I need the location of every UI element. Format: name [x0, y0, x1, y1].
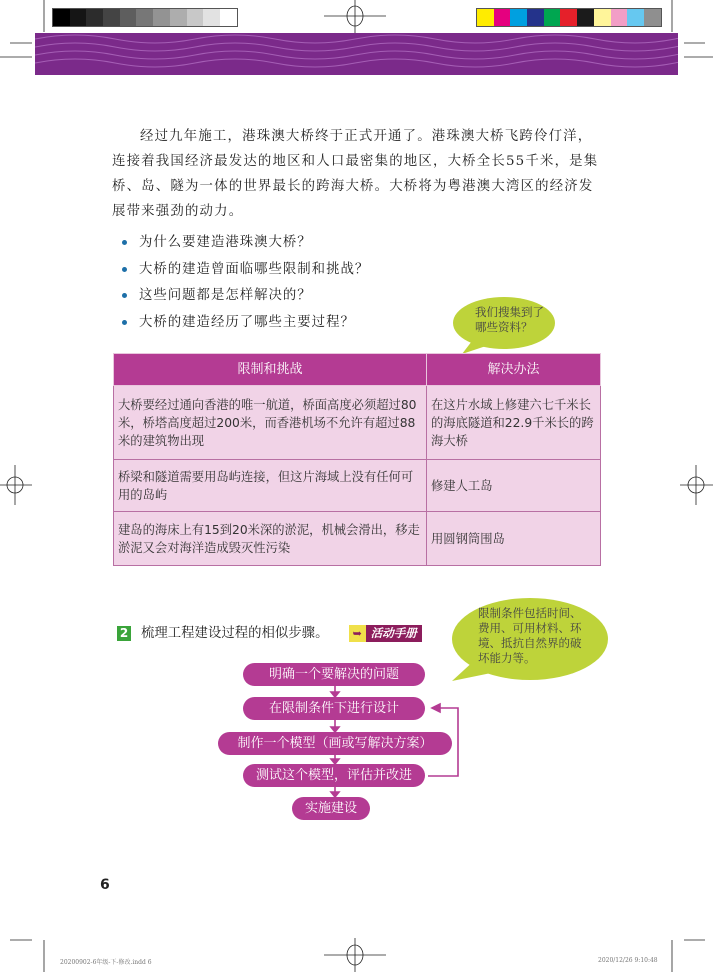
challenge-cell: 大桥要经过通向香港的唯一航道，桥面高度必须超过80米，桥塔高度超过200米，而香港机场不允许有超过88米的建筑物出现 [114, 386, 427, 460]
handbook-label: 活动手册 [366, 625, 422, 642]
speech-bubble-2: 限制条件包括时间、费用、可用材料、环境、抵抗自然界的破坏能力等。 [478, 606, 582, 665]
intro-text: 经过九年施工，港珠澳大桥终于正式开通了。港珠澳大桥飞跨伶仃洋，连接着我国经济最发达的地区和人口最密集的地区，大桥全长55千米，是集桥、岛、隧为一体的世界最长的跨海大桥。大桥将为粤港澳大湾区的经济发展带来强劲的动力。 [112, 129, 599, 219]
section-title: 梳理工程建设过程的相似步骤。 [141, 626, 329, 641]
challenge-cell: 桥梁和隧道需要用岛屿连接，但这片海域上没有任何可用的岛屿 [114, 460, 427, 512]
question-text: 大桥的建造曾面临哪些限制和挑战？ [139, 261, 370, 277]
step-1: 明确一个要解决的问题 [243, 663, 425, 686]
question-text: 大桥的建造经历了哪些主要过程？ [139, 315, 355, 331]
question-text: 这些问题都是怎样解决的？ [139, 288, 312, 304]
section-number-badge: 2 [117, 626, 131, 641]
footer-filename: 20200902-6年级-下-修改.indd 6 [60, 959, 152, 966]
footer-datetime: 2020/12/26 9:10:48 [598, 957, 658, 964]
speech-bubble-1: 我们搜集到了哪些资料？ [475, 305, 544, 334]
question-text: 为什么要建造港珠澳大桥？ [139, 235, 312, 250]
step-2: 在限制条件下进行设计 [243, 697, 425, 720]
solution-cell: 修建人工岛 [427, 460, 601, 512]
solution-cell: 用圆钢筒围岛 [427, 512, 601, 566]
step-5: 实施建设 [292, 797, 370, 820]
header-solutions: 解决办法 [427, 354, 601, 386]
step-3: 制作一个模型（画或写解决方案） [218, 732, 452, 755]
challenge-cell: 建岛的海床上有15到20米深的淤泥，机械会滑出，移走淤泥又会对海洋造成毁灭性污染 [114, 512, 427, 566]
step-4: 测试这个模型，评估并改进 [243, 764, 425, 787]
solution-cell: 在这片水域上修建六七千米长的海底隧道和22.9千米长的跨海大桥 [427, 386, 601, 460]
page-number: 6 [100, 877, 110, 893]
header-challenges: 限制和挑战 [114, 354, 427, 386]
hand-pointer-icon: ➥ [349, 625, 366, 642]
